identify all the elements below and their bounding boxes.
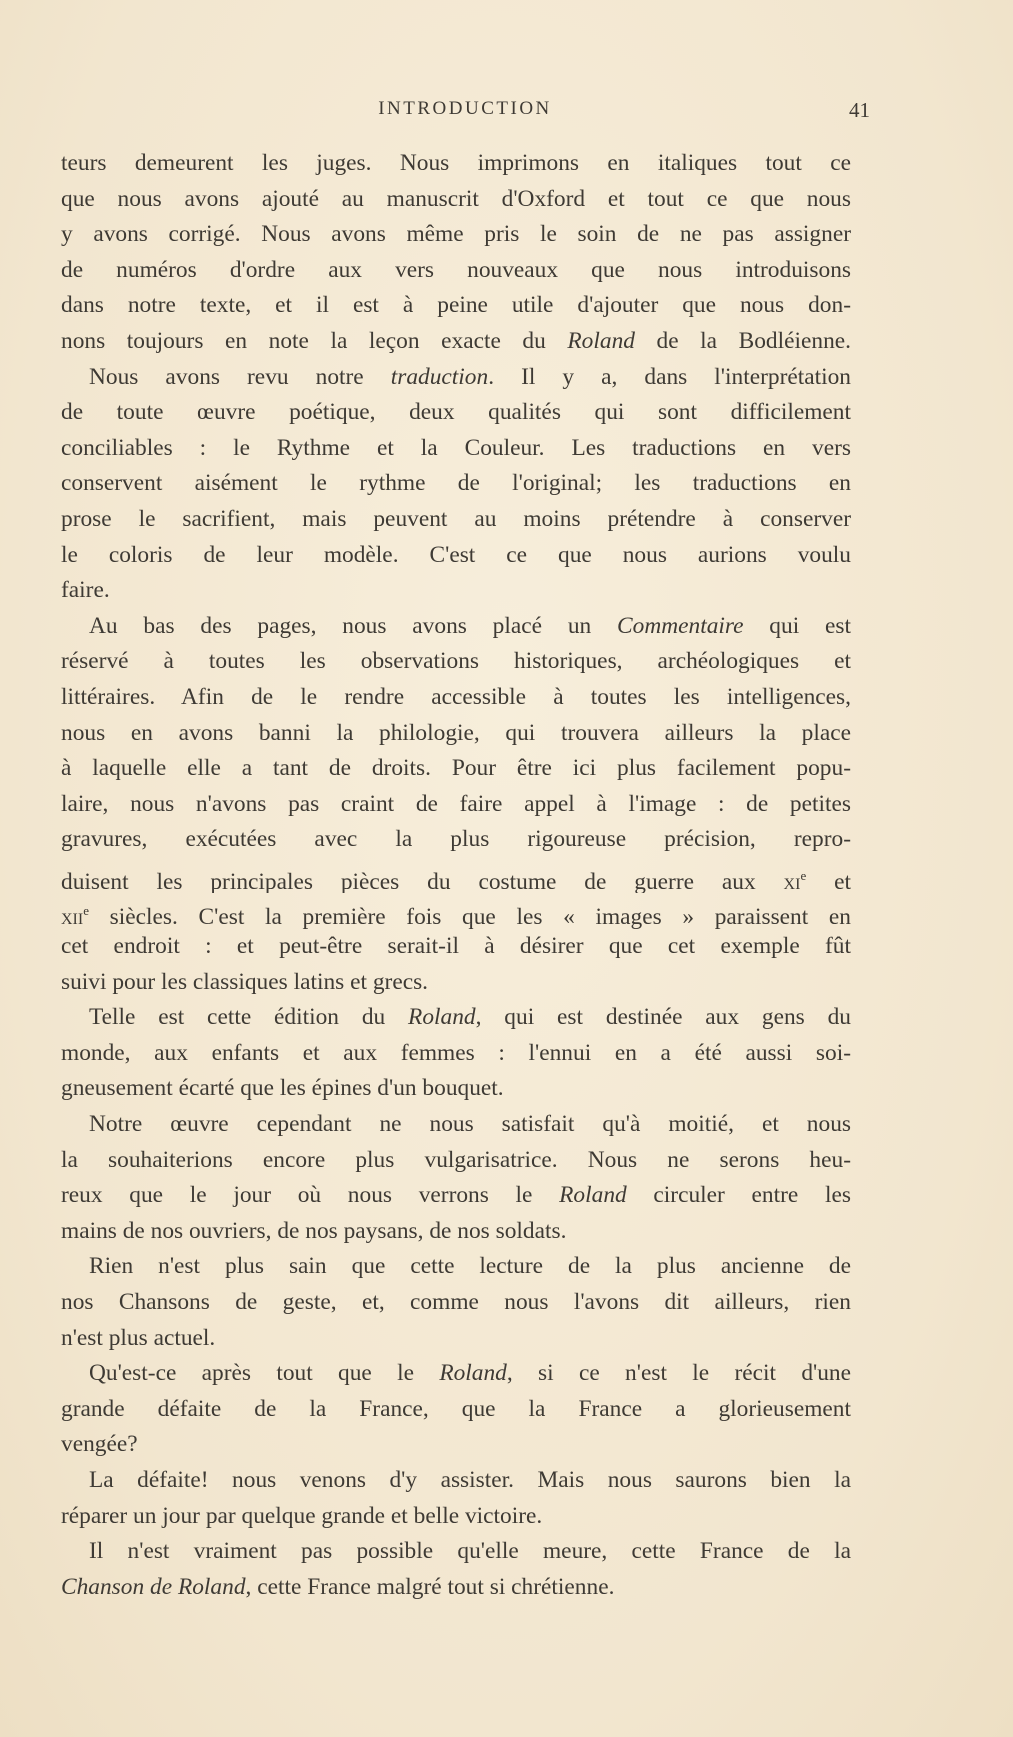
text-line: xii$^e$ siècles. C'est la première fois que les « images » paraissent en	[61, 903, 851, 930]
text-line: Il n'est vraiment pas possible qu'elle meure, cette France de la	[89, 1538, 851, 1565]
text-line: prose le sacrifient, mais peuvent au moins prétendre à conserver	[61, 505, 851, 532]
text-line: réparer un jour par quelque grande et belle victoire.	[61, 1502, 543, 1529]
text-line: nous en avons banni la philologie, qui trouvera ailleurs la place	[61, 719, 851, 746]
text-line: gravures, exécutées avec la plus rigoureuse précision, repro-	[61, 826, 851, 853]
text-line: suivi pour les classiques latins et grecs.	[61, 968, 429, 995]
text-line: de numéros d'ordre aux vers nouveaux que nous introduisons	[61, 256, 851, 283]
text-line: littéraires. Afin de le rendre accessible à toutes les intelligences,	[61, 683, 851, 710]
text-line: monde, aux enfants et aux femmes : l'ennui en a été aussi soi-	[61, 1039, 851, 1066]
text-line: dans notre texte, et il est à peine utile d'ajouter que nous don-	[61, 292, 851, 319]
text-line: laire, nous n'avons pas craint de faire appel à l'image : de petites	[61, 790, 851, 817]
text-line: vengée?	[61, 1431, 138, 1458]
body-text	[61, 146, 851, 1605]
text-line: cet endroit : et peut-être serait-il à désirer que cet exemple fût	[61, 933, 851, 960]
text-line: Qu'est-ce après tout que le Roland, si ce n'est le récit d'une	[89, 1360, 851, 1387]
text-line: Rien n'est plus sain que cette lecture de la plus ancienne de	[89, 1253, 851, 1280]
text-line: le coloris de leur modèle. C'est ce que nous aurions voulu	[61, 541, 851, 568]
text-line: la souhaiterions encore plus vulgarisatrice. Nous ne serons heu-	[61, 1146, 851, 1173]
text-line: conservent aisément le rythme de l'original; les traductions en	[61, 470, 851, 497]
text-line: faire.	[61, 577, 110, 604]
text-line: conciliables : le Rythme et la Couleur. Les traductions en vers	[61, 434, 851, 461]
text-line: grande défaite de la France, que la France a glorieusement	[61, 1395, 851, 1422]
text-line: mains de nos ouvriers, de nos paysans, de nos soldats.	[61, 1217, 567, 1244]
text-line: La défaite! nous venons d'y assister. Mais nous saurons bien la	[89, 1466, 851, 1493]
running-title: INTRODUCTION	[378, 98, 552, 119]
text-line: Chanson de Roland, cette France malgré tout si chrétienne.	[61, 1573, 615, 1600]
text-line: de toute œuvre poétique, deux qualités qui sont difficilement	[61, 399, 851, 426]
text-line: nos Chansons de geste, et, comme nous l'avons dit ailleurs, rien	[61, 1289, 851, 1315]
text-line: Notre œuvre cependant ne nous satisfait qu'à moitié, et nous	[89, 1111, 851, 1138]
running-head	[60, 98, 870, 128]
text-line: teurs demeurent les juges. Nous imprimons en italiques tout ce	[61, 150, 851, 176]
text-line: n'est plus actuel.	[61, 1324, 216, 1351]
text-line: nons toujours en note la leçon exacte du Roland de la Bodléienne.	[61, 327, 851, 354]
page-number: 41	[849, 98, 870, 122]
text-line: Au bas des pages, nous avons placé un Commentaire qui est	[89, 612, 851, 639]
text-line: réservé à toutes les observations historiques, archéologiques et	[61, 648, 851, 675]
text-line: à laquelle elle a tant de droits. Pour être ici plus facilement popu-	[61, 755, 851, 782]
text-line: gneusement écarté que les épines d'un bouquet.	[61, 1075, 504, 1102]
text-line: Nous avons revu notre traduction. Il y a, dans l'interprétation	[89, 363, 851, 390]
text-line: Telle est cette édition du Roland, qui est destinée aux gens du	[89, 1004, 851, 1031]
text-line: duisent les principales pièces du costume de guerre aux $xi^e$ et	[61, 867, 851, 894]
text-line: que nous avons ajouté au manuscrit d'Oxford et tout ce que nous	[61, 185, 851, 212]
text-line: y avons corrigé. Nous avons même pris le soin de ne pas assigner	[61, 221, 851, 248]
text-line: reux que le jour où nous verrons le Roland circuler entre les	[61, 1182, 851, 1209]
